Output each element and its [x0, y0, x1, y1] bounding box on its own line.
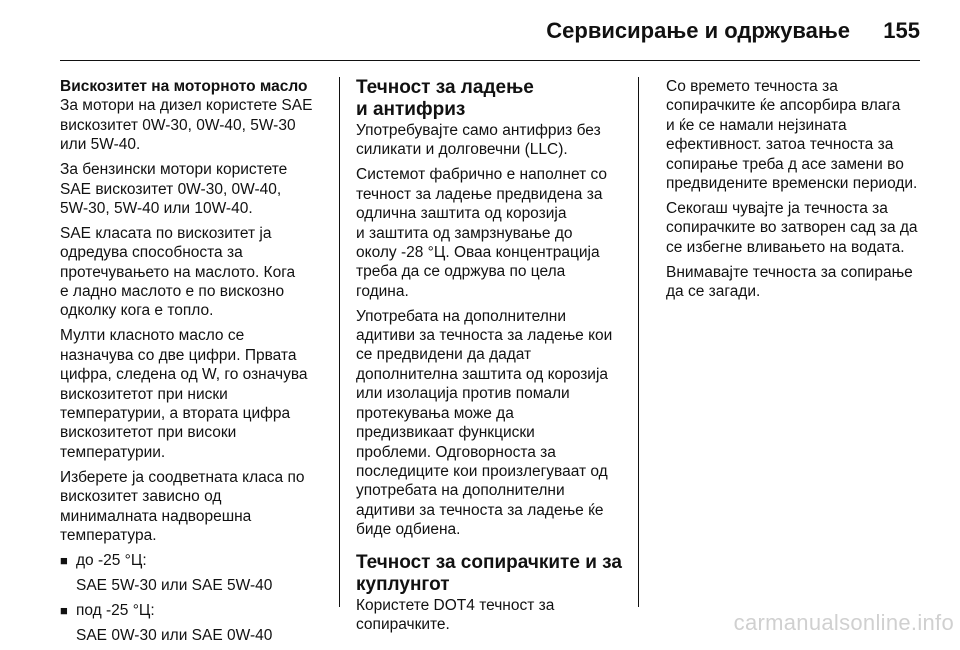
section-heading-coolant: Течност за ладење и антифриз [356, 77, 534, 120]
column-coolant-brake-fluid [356, 77, 628, 640]
section-heading-oil-viscosity: Вискозитет на моторното масло [60, 78, 308, 95]
paragraph-contamination: Внимавајте течноста за сопирање да се загади. [666, 263, 913, 301]
column-engine-oil-viscosity [60, 77, 330, 650]
paragraph-closed-container: Секогаш чувајте ја течноста за сопирачките во затворен сад за да се избегне вливањето на водата. [666, 199, 918, 256]
watermark: carmanualsonline.info [733, 610, 954, 635]
page-title: Сервисирање и одржување [546, 18, 850, 43]
column-divider [638, 77, 639, 607]
section-heading-brake-clutch-fluid: Течност за сопирачките и за куплунгот [356, 551, 622, 595]
bullet-square-icon: ■ [60, 552, 68, 568]
column-brake-fluid-care [666, 77, 936, 307]
bullet-text: до -25 °Ц: [76, 551, 147, 569]
bullet-item-below-minus-25 [60, 601, 330, 620]
paragraph-factory-fill: Системот фабрично е наполнет со течност за ладење предвидена за одлична заштита од корозија и заштита од замрзнување до околу -28 °Ц. Оваа концентрација треба да се одржува по цела година. [356, 166, 608, 300]
column-divider [339, 77, 340, 607]
header-divider [60, 60, 920, 61]
paragraph-sae-class: SAE класата по вискозитет ја одредува способноста за протечувањето на маслото. Кога е ладно маслото е по вискозно одколку кога е топло. [60, 224, 296, 320]
bullet-detail: SAE 0W-30 или SAE 0W-40 [76, 626, 273, 644]
bullet-detail: SAE 5W-30 или SAE 5W-40 [76, 576, 273, 594]
page-header [0, 0, 960, 58]
paragraph-moisture: Со времето течноста за сопирачките ќе апсорбира влага и ќе се намали нејзината ефективност. затоа течноста за сопирање треба д асе замени во предвидените временски периоди. [666, 78, 918, 193]
paragraph-antifreeze: Употребувајте само антифриз без силикати и долговечни (LLC). [356, 122, 601, 159]
bullet-item-above-minus-25 [60, 551, 330, 570]
paragraph-choose-class: Изберете ја соодветната класа по вискозитет зависно од минималната надворешна температура. [60, 468, 305, 544]
bullet-square-icon: ■ [60, 602, 68, 618]
paragraph-additives: Употребата на дополнителни адитиви за течноста за ладење кои се предвидени да дадат дополнителна заштита од корозија или изолација против помали протекувања може да предизвикаат функциски проблеми. Одговорноста за последиците кои произлегуваат од употребата на дополнителни адитиви за течноста за ладење ќе биде одбиена. [356, 307, 613, 539]
paragraph-diesel: За мотори на дизел користете SAE вискозитет 0W-30, 0W-40, 5W-30 или 5W-40. [60, 97, 313, 154]
paragraph-dot4: Користете DOT4 течност за сопирачките. [356, 596, 555, 633]
page-number: 155 [883, 18, 920, 43]
bullet-text: под -25 °Ц: [76, 601, 155, 619]
paragraph-multigrade: Мулти класното масло се назначува со две цифри. Првата цифра, следена од W, го означува вискозитетот при ниски температурии, а втората цифра вискозитетот при високи температурии. [60, 327, 308, 461]
paragraph-petrol: За бензински мотори користете SAE вискозитет 0W-30, 0W-40, 5W-30, 5W-40 или 10W-40. [60, 161, 288, 217]
